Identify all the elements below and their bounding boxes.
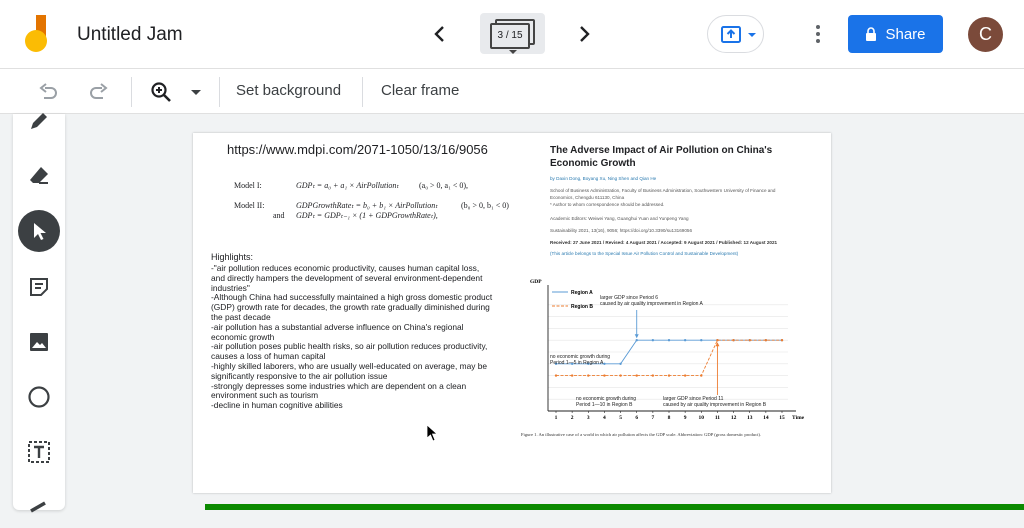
paper-title: The Adverse Impact of Air Pollution on China's Economic Growth	[550, 145, 773, 169]
list-item: -"air pollution reduces economic productivity, causes human capital loss, and directly hampers the development of several environment-dependent industries"	[211, 263, 483, 293]
laser-icon	[27, 495, 51, 519]
chart-x-tick-label: 8	[667, 415, 671, 421]
chart-point	[587, 374, 589, 376]
chart-x-tick-label: 5	[619, 415, 622, 421]
chart-point	[619, 374, 621, 376]
more-options-button[interactable]	[808, 22, 828, 46]
chart-x-tick-label: 1	[554, 415, 558, 421]
chart-x-tick-label: 3	[586, 415, 590, 421]
chart-annotation: larger GDP since Period 11 caused by air quality improvement in Region B	[663, 396, 767, 408]
app-title[interactable]: Untitled Jam	[77, 24, 183, 45]
chart-point	[571, 374, 573, 376]
pen-tool[interactable]	[18, 100, 60, 142]
set-background-button[interactable]: Set background	[236, 82, 342, 99]
highlights-list	[211, 264, 511, 411]
present-screen-icon	[708, 16, 765, 54]
paper-editors: Academic Editors: Weiwei Yang, Guanghui Yuan and Yunpeng Yang	[550, 216, 689, 221]
chart-point	[603, 363, 605, 365]
share-label: Share	[885, 25, 926, 43]
caret-down-icon	[509, 50, 517, 54]
model-2-and: and	[273, 211, 285, 220]
figure-caption: Figure 1. An illustrative case of a world in which air pollution affects the GDP scale. Abbreviation: GDP (gross domestic product).	[521, 432, 762, 437]
image-tool[interactable]	[18, 321, 60, 363]
chart-point	[700, 339, 702, 341]
model-2-label: Model II:	[234, 201, 265, 210]
toolbar-divider	[131, 77, 132, 107]
eraser-tool[interactable]	[18, 155, 60, 197]
select-tool[interactable]	[18, 210, 60, 252]
model-1-condition: (a₀ > 0, a₁ < 0),	[419, 181, 469, 190]
source-url: https://www.mdpi.com/2071-1050/13/16/9056	[227, 142, 488, 157]
list-item: -Although China had successfully maintained a high gross domestic product (GDP) growth rate for decades, the growth rate gradually diminished during the past decade	[211, 292, 493, 322]
tool-sidebar	[13, 114, 65, 510]
chart-annotation: no economic growth during Period 1—5 in Region A	[550, 354, 611, 366]
chart-point	[652, 374, 654, 376]
frame-toolbar	[0, 68, 1024, 114]
chart-x-tick-label: 2	[570, 415, 574, 421]
chart-x-tick-label: 10	[698, 415, 705, 421]
pen-icon	[27, 109, 51, 133]
paper-authors: by Daxin Dong, Boyang Xu, Ning Shen and Qian He	[550, 176, 657, 181]
paper-journal: Sustainability 2021, 13(16), 9056; https://doi.org/10.3390/su13169056	[550, 228, 693, 233]
legend-label: Region B	[571, 304, 593, 310]
chart-annotation: larger GDP since Period 6 caused by air quality improvement in Region A	[600, 295, 703, 307]
list-item: -air pollution has a substantial adverse influence on China's regional economic growth	[211, 321, 464, 342]
chart-x-label: Time	[792, 415, 805, 421]
chart-x-tick-label: 4	[603, 415, 606, 421]
jam-frame-canvas[interactable]	[193, 133, 831, 493]
redo-icon[interactable]	[87, 80, 111, 104]
list-item: -highly skilled laborers, who are usually well-educated on average, may be significantly responsive to the air pollution issue	[211, 360, 488, 381]
model-2-equation-2: GDPₜ = GDPₜ₋₁ × (1 + GDPGrowthRateₜ),	[296, 211, 438, 220]
paper-correspondence: * Author to whom correspondence should be addressed.	[550, 202, 665, 207]
zoom-in-icon[interactable]	[149, 80, 173, 104]
eraser-icon	[27, 164, 51, 188]
sticky-note-icon	[27, 275, 51, 299]
chart-annotation-arrowhead	[635, 334, 639, 338]
list-item: -air pollution poses public health risks, so air pollution reduces productivity, causes a loss of human capital	[211, 341, 488, 362]
frame-bar-toggle[interactable]	[480, 13, 545, 54]
chart-x-tick-label: 6	[635, 415, 639, 421]
paper-affiliation-2: Economics, Chengdu 611130, China	[550, 195, 625, 200]
chart-point	[652, 339, 654, 341]
chart-annotation: no economic growth during Period 1—10 in Region B	[576, 396, 637, 408]
text-box-icon	[26, 439, 52, 465]
chart-point	[636, 374, 638, 376]
chart-y-label: GDP	[530, 279, 542, 285]
loading-progress-fill	[205, 504, 1024, 510]
toolbar-divider	[362, 77, 363, 107]
account-avatar[interactable]: C	[968, 17, 1003, 52]
share-button[interactable]	[848, 15, 943, 53]
model-2-condition: (b₀ > 0, b₁ < 0)	[461, 201, 509, 210]
cursor-icon	[28, 220, 50, 242]
mouse-pointer-icon	[426, 424, 438, 442]
model-2-equation: GDPGrowthRateₜ = b₀ + b₁ × AirPollutionₜ	[296, 201, 438, 210]
image-icon	[27, 330, 51, 354]
top-bar	[0, 0, 1024, 68]
chart-x-tick-label: 12	[730, 415, 737, 421]
chart-x-tick-label: 7	[651, 415, 655, 421]
gdp-illustration-chart	[528, 273, 808, 443]
list-item: -decline in human cognitive abilities	[211, 400, 343, 411]
chart-point	[555, 374, 557, 376]
frame-counter: 3 / 15	[497, 30, 523, 41]
chart-x-tick-label: 14	[763, 415, 769, 421]
clear-frame-button[interactable]: Clear frame	[381, 82, 460, 99]
zoom-dropdown-icon[interactable]	[186, 80, 206, 104]
chevron-right-icon	[572, 22, 596, 46]
chart-point	[749, 339, 751, 341]
previous-frame-button[interactable]	[428, 22, 452, 46]
chart-point	[636, 339, 638, 341]
chart-point	[603, 374, 605, 376]
paper-dates: Received: 27 June 2021 / Revised: 4 August 2021 / Accepted: 9 August 2021 / Published: 12 August 2021	[550, 240, 778, 245]
paper-special-issue: (This article belongs to the Special Issue Air Pollution Control and Sustainable Development)	[550, 251, 739, 256]
chart-point	[732, 339, 734, 341]
chart-point	[716, 339, 718, 341]
chart-point	[619, 363, 621, 365]
chart-point	[781, 339, 783, 341]
chart-x-tick-label: 9	[683, 415, 687, 421]
chart-point	[700, 374, 702, 376]
paper-affiliation-1: School of Business Administration, Faculty of Business Administration, Southwestern University of Finance and	[550, 188, 776, 193]
list-item: -strongly depresses some industries which are dependent on a clean environment such as tourism	[211, 380, 467, 401]
chart-point	[668, 339, 670, 341]
sticky-note-tool[interactable]	[18, 266, 60, 308]
chart-point	[684, 339, 686, 341]
chart-point	[765, 339, 767, 341]
chart-x-tick-label: 15	[779, 415, 785, 421]
present-button[interactable]	[707, 15, 764, 53]
chart-x-tick-label: 13	[746, 415, 753, 421]
next-frame-button[interactable]	[572, 22, 596, 46]
jamboard-logo-icon	[24, 15, 54, 53]
highlights-title: Highlights:	[211, 252, 254, 262]
model-1-label: Model I:	[234, 181, 262, 190]
laser-tool[interactable]	[18, 486, 60, 528]
text-box-tool[interactable]	[18, 431, 60, 473]
circle-icon	[26, 384, 52, 410]
more-vert-icon	[808, 22, 828, 46]
loading-progress-bar	[205, 504, 1024, 510]
legend-label: Region A	[571, 290, 593, 296]
toolbar-divider	[219, 77, 220, 107]
model-1-equation: GDPₜ = a₀ + a₁ × AirPollutionₜ	[296, 181, 399, 190]
chart-x-tick-label: 11	[714, 415, 721, 421]
chart-point	[668, 374, 670, 376]
chevron-left-icon	[428, 22, 452, 46]
shape-tool[interactable]	[18, 376, 60, 418]
chart-point	[684, 374, 686, 376]
lock-icon	[865, 27, 877, 41]
